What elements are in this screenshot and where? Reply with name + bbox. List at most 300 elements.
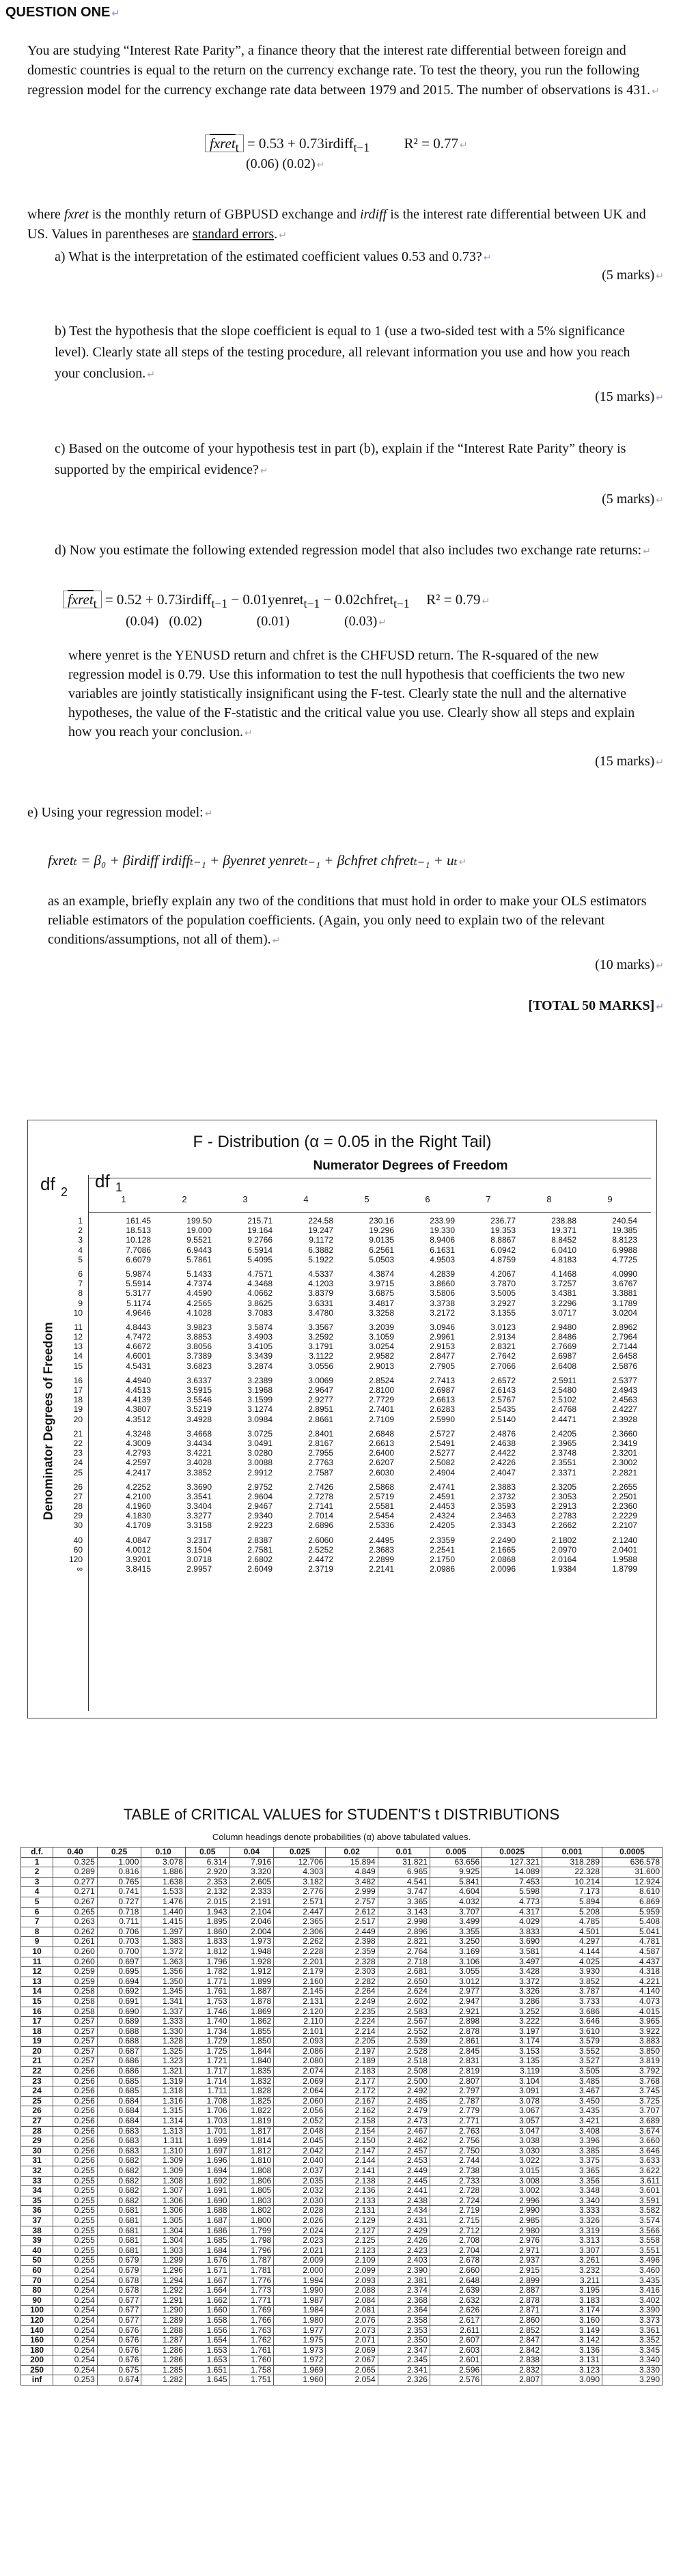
t-table-cell: 2.364 bbox=[378, 2306, 430, 2316]
t-table-cell: 3.373 bbox=[602, 2315, 663, 2325]
t-table-cell: 0.681 bbox=[97, 2246, 141, 2256]
t-table-row bbox=[21, 2096, 663, 2106]
t-table-cell: 318.289 bbox=[542, 1857, 602, 1867]
t-table-cell: 7.173 bbox=[542, 1887, 602, 1897]
t-table-cell: 3.008 bbox=[482, 2176, 542, 2186]
question-d-marks: (15 marks) ↵ bbox=[595, 754, 664, 769]
t-table-cell: 3.055 bbox=[430, 1967, 482, 1977]
f-table-cell: 3.9201 bbox=[126, 1555, 151, 1564]
t-table-cell: 1.840 bbox=[229, 2056, 274, 2067]
t-table-cell: 3.197 bbox=[482, 2026, 542, 2037]
t-table-cell: 2.132 bbox=[185, 1887, 229, 1897]
t-table-cell: 2.345 bbox=[378, 2355, 430, 2366]
t-table-cell: 2.431 bbox=[378, 2216, 430, 2226]
t-table-cell: 3.601 bbox=[602, 2186, 663, 2196]
t-table-cell: 1.817 bbox=[229, 2126, 274, 2136]
t-table-cell: 3.067 bbox=[482, 2106, 542, 2117]
f-table-cell: 3.5005 bbox=[490, 1288, 516, 1299]
f-table-cell: 3.2296 bbox=[551, 1298, 576, 1308]
t-table-df-cell: 250 bbox=[21, 2365, 53, 2375]
f-table-cell: 4.7374 bbox=[186, 1279, 212, 1289]
f-table-cell: 19.385 bbox=[612, 1226, 637, 1236]
f-table-cell: 2.4904 bbox=[430, 1467, 455, 1477]
f-table-cell: 2.4563 bbox=[612, 1395, 637, 1405]
f-table-cell: 2.7141 bbox=[308, 1501, 333, 1512]
f-table-df-cell: 18 bbox=[73, 1395, 83, 1405]
f-table-df-cell: 25 bbox=[73, 1467, 83, 1477]
t-table-cell: 1.814 bbox=[229, 2136, 274, 2147]
t-table-cell: 1.000 bbox=[97, 1857, 141, 1867]
t-table-cell: 0.685 bbox=[97, 2076, 141, 2086]
f-table-cell: 2.6207 bbox=[369, 1458, 394, 1468]
t-table-row bbox=[21, 1987, 663, 1997]
f-table-cell: 3.8625 bbox=[247, 1298, 273, 1308]
f-table-df2-label: df bbox=[40, 1174, 55, 1194]
t-table-row bbox=[21, 2136, 663, 2147]
t-table-cell: 1.912 bbox=[229, 1967, 274, 1977]
t-table-cell: 1.832 bbox=[229, 2076, 274, 2086]
t-table-cell: 2.069 bbox=[326, 2345, 378, 2355]
f-table-cell: 4.1960 bbox=[126, 1501, 151, 1512]
t-table-cell: 2.004 bbox=[229, 1927, 274, 1937]
t-table-cell: 0.674 bbox=[97, 2375, 141, 2386]
t-table-cell: 2.046 bbox=[229, 1917, 274, 1927]
t-table-cell: 31.600 bbox=[602, 1867, 663, 1878]
t-table-cell: 2.127 bbox=[326, 2226, 378, 2236]
f-table-cell: 2.7587 bbox=[308, 1467, 333, 1477]
t-table-cell: 3.153 bbox=[482, 2046, 542, 2056]
f-table-cell: 4.3874 bbox=[369, 1269, 394, 1279]
t-table-row bbox=[21, 2315, 663, 2325]
t-table-cell: 2.099 bbox=[326, 2265, 378, 2276]
t-table-row bbox=[21, 2166, 663, 2177]
f-table-cell: 2.6613 bbox=[430, 1395, 455, 1405]
f-table-cell: 4.6001 bbox=[126, 1351, 151, 1361]
t-table-cell: 3.057 bbox=[482, 2117, 542, 2127]
t-table-cell: 2.333 bbox=[229, 1887, 274, 1897]
t-table-cell: 2.147 bbox=[326, 2146, 378, 2156]
t-table-cell: 0.676 bbox=[97, 2345, 141, 2355]
t-table-cell: 0.676 bbox=[97, 2336, 141, 2346]
t-table-df-cell: 11 bbox=[21, 1957, 53, 1967]
t-table-cell: 1.781 bbox=[229, 2265, 274, 2276]
t-table-row bbox=[21, 2325, 663, 2336]
f-table-cell: 5.0503 bbox=[369, 1254, 394, 1264]
f-table-cell: 2.6408 bbox=[551, 1361, 576, 1371]
t-table-cell: 2.898 bbox=[430, 2017, 482, 2027]
t-table-cell: 1.330 bbox=[141, 2026, 186, 2037]
f-table-row bbox=[55, 1439, 650, 1448]
f-table-cell: 2.3002 bbox=[612, 1458, 637, 1468]
f-table-cell: 238.88 bbox=[551, 1216, 576, 1226]
t-table-cell: 2.109 bbox=[326, 2256, 378, 2266]
t-table-cell: 0.254 bbox=[53, 2265, 98, 2276]
f-table-cell: 4.4513 bbox=[126, 1385, 151, 1395]
f-table-row bbox=[55, 1279, 650, 1288]
t-table-cell: 1.899 bbox=[229, 1977, 274, 1987]
t-table-cell: 0.676 bbox=[97, 2325, 141, 2336]
intro-paragraph: You are studying “Interest Rate Parity”, a finance theory that the interest rate differential between foreign and domestic countries is equal to the return on the currency exchange rate. To test the theory, you run the following regression model for the currency exchange rate data between 1979 and 2015. The number of observations is 431. ↵ bbox=[27, 43, 660, 98]
f-table-row bbox=[55, 1458, 650, 1467]
t-table-cell: 1.975 bbox=[274, 2336, 326, 2346]
f-table-cell: 2.4768 bbox=[551, 1404, 576, 1415]
t-table-cell: 0.678 bbox=[97, 2286, 141, 2296]
f-table-row bbox=[55, 1322, 650, 1332]
f-table-cell: 3.0717 bbox=[551, 1307, 576, 1318]
t-table-df-cell: 8 bbox=[21, 1927, 53, 1937]
t-table-cell: 2.500 bbox=[378, 2076, 430, 2086]
f-table-cell: 2.9582 bbox=[369, 1351, 394, 1361]
f-table-cell: 2.3593 bbox=[490, 1501, 516, 1512]
t-table-cell: 2.347 bbox=[378, 2345, 430, 2355]
t-table-cell: 0.692 bbox=[97, 1987, 141, 1997]
t-table-df-cell: 34 bbox=[21, 2186, 53, 2196]
f-table-cell: 2.6283 bbox=[430, 1404, 455, 1415]
f-table-cell: 2.7581 bbox=[247, 1544, 273, 1555]
t-table-cell: 1.309 bbox=[141, 2156, 186, 2166]
f-table-cell: 3.4434 bbox=[186, 1438, 212, 1448]
t-table-df-cell: 3 bbox=[21, 1877, 53, 1887]
f-table-col-header: 5 bbox=[364, 1194, 370, 1204]
t-table-cell: 0.257 bbox=[53, 2056, 98, 2067]
f-table-cell: 2.7763 bbox=[308, 1458, 333, 1468]
t-table-cell: 3.131 bbox=[542, 2355, 602, 2366]
t-table-cell: 3.022 bbox=[482, 2156, 542, 2166]
t-table-cell: 2.878 bbox=[482, 2295, 542, 2306]
f-table-cell: 3.0123 bbox=[490, 1322, 516, 1332]
t-table-cell: 2.712 bbox=[430, 2226, 482, 2236]
f-table-cell: 3.2874 bbox=[247, 1361, 273, 1371]
f-table-cell: 4.3807 bbox=[126, 1404, 151, 1415]
t-table-cell: 0.677 bbox=[97, 2295, 141, 2306]
f-table-cell: 6.1631 bbox=[430, 1245, 455, 1255]
t-table-cell: 2.607 bbox=[430, 2336, 482, 2346]
t-table-cell: 6.965 bbox=[378, 1867, 430, 1878]
t-table-cell: 0.684 bbox=[97, 2096, 141, 2106]
f-table-cell: 2.4227 bbox=[612, 1404, 637, 1415]
f-table-row bbox=[55, 1511, 650, 1520]
f-table-cell: 2.3205 bbox=[551, 1482, 576, 1492]
t-table-cell: 1.973 bbox=[274, 2345, 326, 2355]
f-table-df-cell: 120 bbox=[68, 1555, 83, 1564]
t-table-col-header: 0.04 bbox=[229, 1848, 274, 1858]
f-table-cell: 2.3965 bbox=[551, 1438, 576, 1448]
t-table-cell: 4.025 bbox=[542, 1957, 602, 1967]
t-table-cell: 1.711 bbox=[185, 2086, 229, 2097]
t-table-cell: 0.254 bbox=[53, 2345, 98, 2355]
question-a-marks: (5 marks) ↵ bbox=[602, 268, 664, 283]
t-table-cell: 2.650 bbox=[378, 1977, 430, 1987]
f-table-col-header: 3 bbox=[242, 1194, 248, 1204]
t-table-row bbox=[21, 1947, 663, 1957]
f-table-title: F - Distribution (α = 0.05 in the Right Tail) bbox=[193, 1133, 492, 1151]
t-table-cell: 0.253 bbox=[53, 2375, 98, 2386]
t-table-cell: 2.990 bbox=[482, 2206, 542, 2216]
t-table-cell: 0.256 bbox=[53, 2146, 98, 2156]
t-table-cell: 4.144 bbox=[542, 1947, 602, 1957]
t-table-cell: 3.143 bbox=[378, 1907, 430, 1917]
t-table-cell: 2.434 bbox=[378, 2206, 430, 2216]
t-table-cell: 0.706 bbox=[97, 1927, 141, 1937]
t-table-cell: 1.973 bbox=[229, 1937, 274, 1947]
t-table-cell: 0.684 bbox=[97, 2117, 141, 2127]
f-table-cell: 4.2252 bbox=[126, 1482, 151, 1492]
t-table-cell: 3.174 bbox=[482, 2037, 542, 2047]
t-table-cell: 0.260 bbox=[53, 1947, 98, 1957]
t-table-cell: 1.800 bbox=[229, 2216, 274, 2226]
t-table-cell: 2.136 bbox=[326, 2186, 378, 2196]
t-table-cell: 1.928 bbox=[229, 1957, 274, 1967]
f-table-cell: 3.1059 bbox=[369, 1332, 394, 1342]
t-table-cell: 3.467 bbox=[542, 2086, 602, 2097]
f-table-cell: 2.5102 bbox=[551, 1395, 576, 1405]
t-table-cell: 2.838 bbox=[482, 2355, 542, 2366]
f-table-row bbox=[55, 1415, 650, 1424]
f-table-df-cell: 24 bbox=[73, 1458, 83, 1468]
t-table-cell: 2.438 bbox=[378, 2196, 430, 2206]
t-table-cell: 2.177 bbox=[326, 2076, 378, 2086]
t-table-cell: 2.750 bbox=[430, 2146, 482, 2156]
f-table-cell: 233.99 bbox=[430, 1216, 455, 1226]
t-table-cell: 1.771 bbox=[229, 2295, 274, 2306]
t-table-cell: 3.505 bbox=[542, 2067, 602, 2077]
f-table-cell: 2.2490 bbox=[490, 1535, 516, 1545]
t-table-cell: 1.664 bbox=[185, 2286, 229, 2296]
t-table-cell: 2.626 bbox=[430, 2306, 482, 2316]
f-table-cell: 4.0847 bbox=[126, 1535, 151, 1545]
t-table-cell: 1.311 bbox=[141, 2136, 186, 2147]
t-table-df-cell: 180 bbox=[21, 2345, 53, 2355]
t-table-cell: 2.852 bbox=[482, 2325, 542, 2336]
question-c-marks: (5 marks) ↵ bbox=[602, 492, 664, 507]
t-table-cell: 636.578 bbox=[602, 1857, 663, 1867]
t-table-cell: 1.687 bbox=[185, 2216, 229, 2226]
t-table-cell: 0.683 bbox=[97, 2136, 141, 2147]
f-table-df-cell: 12 bbox=[73, 1332, 83, 1342]
t-table-cell: 0.258 bbox=[53, 1996, 98, 2007]
t-table-cell: 1.684 bbox=[185, 2246, 229, 2256]
t-table-cell: 2.365 bbox=[274, 1917, 326, 1927]
f-table-cell: 4.0990 bbox=[612, 1269, 637, 1279]
f-table-cell: 4.3248 bbox=[126, 1428, 151, 1439]
f-table-cell: 2.2655 bbox=[612, 1482, 637, 1492]
t-table-row bbox=[21, 2375, 663, 2386]
t-table-cell: 1.692 bbox=[185, 2176, 229, 2186]
f-table-df-cell: 28 bbox=[73, 1501, 83, 1512]
t-table-cell: 2.067 bbox=[326, 2355, 378, 2366]
f-table-cell: 215.71 bbox=[247, 1216, 273, 1226]
t-table-cell: 2.101 bbox=[274, 2026, 326, 2037]
t-table-cell: 7.916 bbox=[229, 1857, 274, 1867]
t-table-cell: 2.449 bbox=[326, 1927, 378, 1937]
t-table-cell: 2.899 bbox=[482, 2276, 542, 2286]
f-table-cell: 3.3158 bbox=[186, 1520, 212, 1531]
t-table-cell: 2.205 bbox=[326, 2037, 378, 2047]
t-table-row bbox=[21, 2146, 663, 2156]
t-table-cell: 3.402 bbox=[602, 2295, 663, 2306]
t-table-cell: 3.340 bbox=[542, 2196, 602, 2206]
f-table-row bbox=[55, 1501, 650, 1511]
t-table-cell: 3.792 bbox=[602, 2067, 663, 2077]
f-table-row bbox=[55, 1468, 650, 1477]
t-table-cell: 1.292 bbox=[141, 2286, 186, 2296]
t-table-row bbox=[21, 1867, 663, 1878]
f-table-cell: 2.3928 bbox=[612, 1414, 637, 1424]
f-table-row bbox=[55, 1226, 650, 1235]
t-table-row bbox=[21, 2365, 663, 2375]
t-table-cell: 1.688 bbox=[185, 2206, 229, 2216]
f-table-cell: 3.0254 bbox=[369, 1342, 394, 1352]
f-table-cell: 19.353 bbox=[490, 1226, 516, 1236]
t-table-cell: 2.282 bbox=[326, 1977, 378, 1987]
f-table-denominator-header: Denominator Degrees of Freedom bbox=[41, 1322, 55, 1520]
f-table-cell: 3.0069 bbox=[308, 1375, 333, 1385]
t-table-cell: 3.135 bbox=[482, 2056, 542, 2067]
t-table-cell: 3.574 bbox=[602, 2216, 663, 2226]
t-table-cell: 2.052 bbox=[274, 2117, 326, 2127]
t-table-cell: 4.318 bbox=[602, 1967, 663, 1977]
t-table-df-cell: 13 bbox=[21, 1977, 53, 1987]
t-table-cell: 0.688 bbox=[97, 2037, 141, 2047]
f-table-cell: 2.5719 bbox=[369, 1491, 394, 1501]
t-table-cell: 3.261 bbox=[542, 2256, 602, 2266]
t-table-cell: 1.656 bbox=[185, 2325, 229, 2336]
t-table-cell: 2.715 bbox=[430, 2216, 482, 2226]
t-table-cell: 1.803 bbox=[229, 2196, 274, 2206]
t-table-cell: 1.810 bbox=[229, 2156, 274, 2166]
t-table-df-cell: 23 bbox=[21, 2076, 53, 2086]
f-table-cell: 5.7861 bbox=[186, 1254, 212, 1264]
f-table-cell: 3.2389 bbox=[247, 1375, 273, 1385]
t-table-row bbox=[21, 2086, 663, 2097]
t-table-cell: 3.356 bbox=[542, 2176, 602, 2186]
t-table-cell: 4.849 bbox=[326, 1867, 378, 1878]
t-table-cell: 1.862 bbox=[229, 2017, 274, 2027]
t-table-cell: 1.761 bbox=[229, 2345, 274, 2355]
f-table-col-header: 1 bbox=[121, 1194, 126, 1204]
t-table-cell: 3.183 bbox=[542, 2295, 602, 2306]
t-table-cell: 2.756 bbox=[430, 2136, 482, 2147]
f-table-cell: 3.5915 bbox=[186, 1385, 212, 1395]
t-table-cell: 2.069 bbox=[274, 2076, 326, 2086]
total-marks: [TOTAL 50 MARKS] ↵ bbox=[528, 998, 664, 1013]
f-table-cell: 2.5990 bbox=[430, 1414, 455, 1424]
t-table-cell: 3.965 bbox=[602, 2017, 663, 2027]
t-table-df-cell: 10 bbox=[21, 1947, 53, 1957]
t-table-cell: 1.802 bbox=[229, 2206, 274, 2216]
t-table-cell: 1.758 bbox=[229, 2365, 274, 2375]
question-e-text: as an example, briefly explain any two of the conditions that must hold in order to make your OLS estimators reliable estimators of the population coefficients. (Again, you only need to explain two of the relevant conditions/assumptions, not all of them). ↵ bbox=[48, 894, 647, 947]
t-table-cell: 1.287 bbox=[141, 2336, 186, 2346]
f-table-cell: 2.8951 bbox=[308, 1404, 333, 1415]
f-table-cell: 2.3463 bbox=[490, 1511, 516, 1521]
f-table-df-cell: 14 bbox=[73, 1351, 83, 1361]
t-table-cell: 2.381 bbox=[378, 2276, 430, 2286]
f-table-cell: 4.2597 bbox=[126, 1458, 151, 1468]
f-table-row bbox=[55, 1308, 650, 1318]
t-table-cell: 2.326 bbox=[378, 2375, 430, 2386]
f-table-cell: 2.9961 bbox=[430, 1332, 455, 1342]
f-table-cell: 3.2039 bbox=[369, 1322, 394, 1332]
f-table-row bbox=[55, 1288, 650, 1298]
t-table-cell: 1.671 bbox=[185, 2265, 229, 2276]
t-table-cell: 1.662 bbox=[185, 2295, 229, 2306]
f-table-cell: 3.6823 bbox=[186, 1361, 212, 1371]
t-table-cell: 3.195 bbox=[542, 2286, 602, 2296]
t-table-row bbox=[21, 2007, 663, 2017]
f-table-cell: 3.3738 bbox=[430, 1298, 455, 1308]
f-table-cell: 2.2662 bbox=[551, 1520, 576, 1531]
t-table-cell: 0.683 bbox=[97, 2126, 141, 2136]
t-table-cell: 2.131 bbox=[274, 1996, 326, 2007]
t-table-cell: 0.687 bbox=[97, 2046, 141, 2056]
t-table-cell: 2.024 bbox=[274, 2226, 326, 2236]
t-table-cell: 1.383 bbox=[141, 1937, 186, 1947]
t-table-cell: 1.798 bbox=[229, 2236, 274, 2246]
f-table-cell: 2.6143 bbox=[490, 1385, 516, 1395]
f-table-cell: 2.0096 bbox=[490, 1564, 516, 1574]
f-table-df-cell: 21 bbox=[73, 1428, 83, 1439]
f-table-cell: 2.7426 bbox=[308, 1482, 333, 1492]
f-table-cell: 19.000 bbox=[186, 1226, 212, 1236]
t-table-cell: 0.703 bbox=[97, 1937, 141, 1947]
f-table-cell: 2.3359 bbox=[430, 1535, 455, 1545]
t-table-cell: 1.972 bbox=[274, 2355, 326, 2366]
t-table-cell: 2.453 bbox=[378, 2156, 430, 2166]
f-table-cell: 5.1174 bbox=[126, 1298, 151, 1308]
t-table-row bbox=[21, 1977, 663, 1987]
t-table-cell: 1.686 bbox=[185, 2226, 229, 2236]
t-table-cell: 2.073 bbox=[326, 2325, 378, 2336]
f-table-cell: 3.5806 bbox=[430, 1288, 455, 1299]
t-table-cell: 3.330 bbox=[602, 2365, 663, 2375]
t-table-cell: 0.325 bbox=[53, 1857, 98, 1867]
t-table-cell: 0.683 bbox=[97, 2146, 141, 2156]
t-table-cell: 2.757 bbox=[326, 1897, 378, 1907]
t-table-cell: 1.676 bbox=[185, 2256, 229, 2266]
t-table-cell: 0.255 bbox=[53, 2186, 98, 2196]
t-table-cell: 4.317 bbox=[482, 1907, 542, 1917]
f-table-cell: 3.0718 bbox=[186, 1555, 212, 1564]
equation-2-std-errors: (0.04) (0.02) (0.01) (0.03) ↵ bbox=[126, 614, 387, 629]
t-table-cell: 2.160 bbox=[274, 1977, 326, 1987]
t-table-row bbox=[21, 1927, 663, 1937]
t-table-cell: 1.286 bbox=[141, 2355, 186, 2366]
t-table-cell: 1.886 bbox=[141, 1867, 186, 1878]
t-table-row bbox=[21, 2206, 663, 2216]
t-table-cell: 3.450 bbox=[542, 2096, 602, 2106]
t-table-cell: 2.473 bbox=[378, 2117, 430, 2127]
t-table-cell: 3.499 bbox=[430, 1917, 482, 1927]
t-table-cell: 2.518 bbox=[378, 2056, 430, 2067]
t-table-cell: 3.104 bbox=[482, 2076, 542, 2086]
f-table-cell: 18.513 bbox=[126, 1226, 151, 1236]
f-table-cell: 2.5491 bbox=[430, 1438, 455, 1448]
f-table-cell: 2.9013 bbox=[369, 1361, 394, 1371]
t-table-cell: 3.558 bbox=[602, 2236, 663, 2246]
f-table-cell: 4.1830 bbox=[126, 1511, 151, 1521]
t-table-row bbox=[21, 2306, 663, 2316]
question-c: c) Based on the outcome of your hypothesis test in part (b), explain if the “Interest Rate Parity” theory is supported by the empirical evidence? ↵ bbox=[55, 441, 626, 477]
t-table-cell: 2.104 bbox=[229, 1907, 274, 1917]
t-table-cell: 1.987 bbox=[274, 2295, 326, 2306]
t-table-cell: 3.689 bbox=[602, 2117, 663, 2127]
t-table-df-cell: 25 bbox=[21, 2096, 53, 2106]
f-table-cell: 3.5546 bbox=[186, 1395, 212, 1405]
f-table-df-cell: 23 bbox=[73, 1448, 83, 1458]
f-table-cell: 2.8401 bbox=[308, 1428, 333, 1439]
t-table-cell: 3.850 bbox=[602, 2046, 663, 2056]
